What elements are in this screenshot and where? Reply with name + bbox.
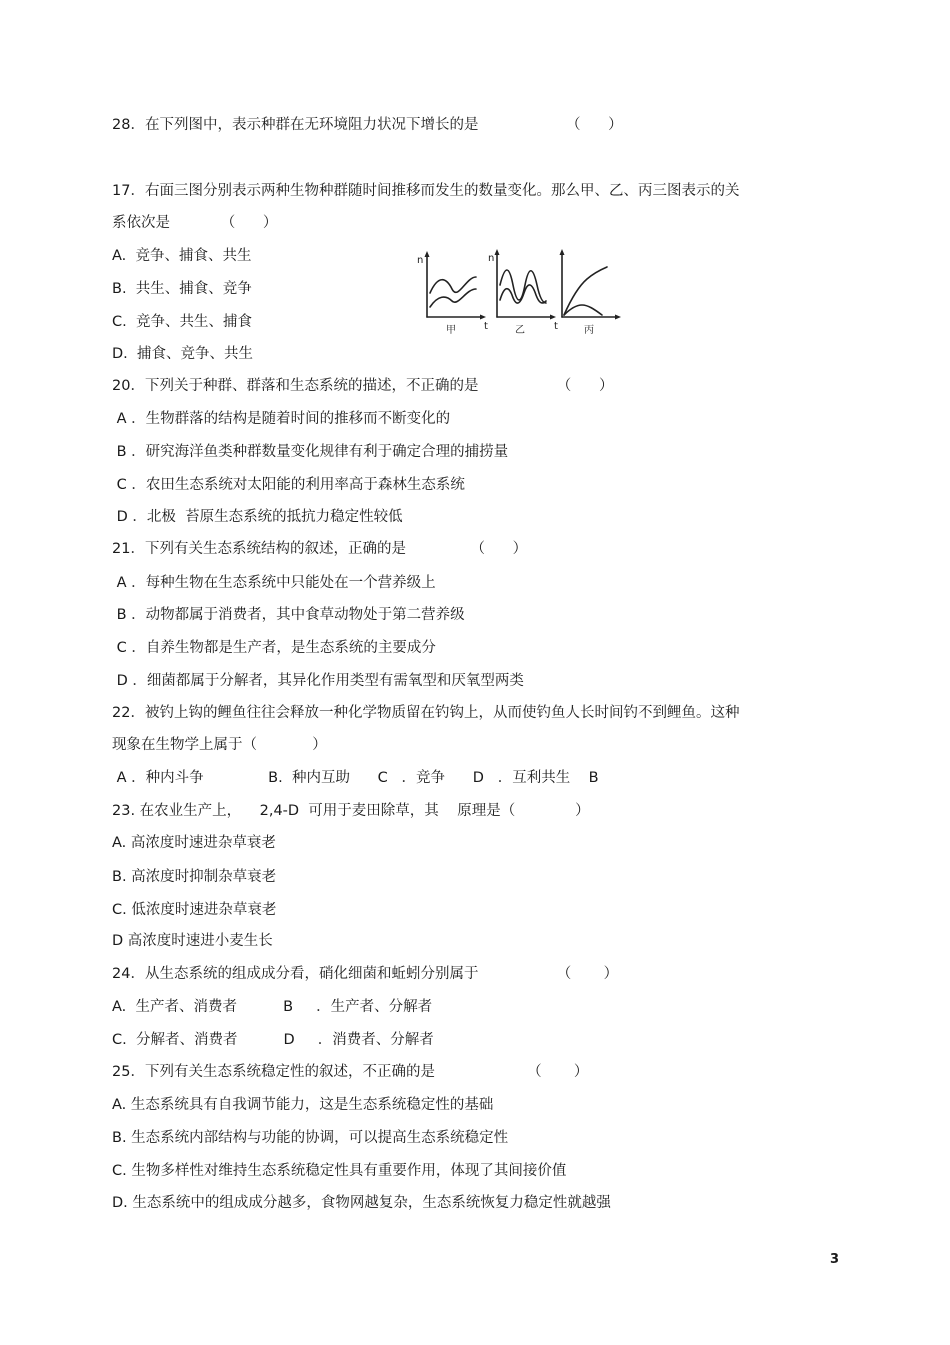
option-25-b: B. 生态系统内部结构与功能的协调，可以提高生态系统稳定性 (112, 1130, 509, 1146)
options-24-cd: C. 分解者、消费者 D ．消费者、分解者 (112, 1032, 434, 1048)
question-24: 24．从生态系统的组成成分看，硝化细菌和蚯蚓分别属于 （ ） (112, 966, 619, 982)
option-25-a: A. 生态系统具有自我调节能力，这是生态系统稳定性的基础 (112, 1097, 494, 1113)
question-22-stem-cont: 现象在生物学上属于（ ） (112, 737, 327, 753)
option-25-d: D. 生态系统中的组成成分越多，食物网越复杂，生态系统恢复力稳定性就越强 (112, 1195, 611, 1211)
panel-2-t-label: t (554, 321, 558, 332)
panel-1-t-label: t (484, 321, 488, 332)
panel-3-curve-a (564, 267, 607, 315)
page-number: 3 (830, 1252, 840, 1267)
option-23-b: B. 高浓度时抑制杂草衰老 (112, 869, 277, 885)
question-23: 23. 在农业生产上， 2,4-D 可用于麦田除草，其 原理是（ ） (112, 803, 590, 819)
option-17-a: A. 竞争、捕食、共生 (112, 248, 252, 264)
panel-2-x-arrow (550, 315, 556, 320)
panel-3-title: 丙 (584, 325, 594, 336)
option-21-b: B ．动物都属于消费者，其中食草动物处于第二营养级 (112, 607, 465, 623)
option-20-a: A ．生物群落的结构是随着时间的推移而不断变化的 (112, 411, 451, 427)
question-17-stem-cont: 系依次是 （ ） (112, 215, 278, 231)
option-17-c: C. 竞争、共生、捕食 (112, 314, 252, 330)
option-17-b: B. 共生、捕食、竞争 (112, 281, 252, 297)
options-22: A ．种内斗争 B. 种内互助 C ．竞争 D ．互利共生 B (112, 770, 599, 786)
panel-2-curve-a (500, 270, 546, 303)
option-20-d: D ．北极 苔原生态系统的抵抗力稳定性较低 (112, 509, 403, 525)
panel-1-n-label: n (417, 255, 424, 266)
option-23-d: D 高浓度时速进小麦生长 (112, 933, 273, 949)
option-21-d: D ．细菌都属于分解者，其异化作用类型有需氧型和厌氧型两类 (112, 673, 524, 689)
question-25: 25．下列有关生态系统稳定性的叙述，不正确的是 （ ） (112, 1064, 589, 1080)
panel-1-x-arrow (480, 315, 486, 320)
panel-3-y-arrow (560, 249, 565, 255)
option-23-a: A. 高浓度时速进杂草衰老 (112, 835, 276, 851)
options-24-ab: A. 生产者、消费者 B ．生产者、分解者 (112, 999, 433, 1015)
panel-2-n-label: n (488, 253, 495, 264)
option-25-c: C. 生物多样性对维持生态系统稳定性具有重要作用，体现了其间接价值 (112, 1163, 567, 1179)
panel-1-curve-a (430, 277, 476, 293)
panel-3-curve-b (564, 305, 602, 315)
question-28: 28．在下列图中，表示种群在无环境阻力状况下增长的是 （ ） (112, 117, 623, 133)
panel-2-title: 乙 (515, 325, 525, 336)
option-23-c: C. 低浓度时速进杂草衰老 (112, 902, 277, 918)
option-21-a: A ．每种生物在生态系统中只能处在一个营养级上 (112, 575, 436, 591)
panel-2-y-arrow (495, 249, 500, 255)
question-21: 21．下列有关生态系统结构的叙述，正确的是 （ ） (112, 541, 528, 557)
option-20-c: C ．农田生态系统对太阳能的利用率高于森林生态系统 (112, 477, 465, 493)
option-17-d: D. 捕食、竞争、共生 (112, 346, 253, 362)
option-21-c: C ．自养生物都是生产者，是生态系统的主要成分 (112, 640, 436, 656)
question-17-stem: 17．右面三图分别表示两种生物种群随时间推移而发生的数量变化。那么甲、乙、丙三图表示的关 (112, 183, 740, 199)
population-graphs-svg (412, 245, 627, 340)
question-20: 20．下列关于种群、群落和生态系统的描述，不正确的是 （ ） (112, 378, 614, 394)
option-20-b: B ．研究海洋鱼类种群数量变化规律有利于确定合理的捕捞量 (112, 444, 509, 460)
question-22-stem: 22．被钓上钩的鲤鱼往往会释放一种化学物质留在钓钩上，从而使钓鱼人长时间钓不到鲤鱼。这种 (112, 705, 740, 721)
panel-1-y-arrow (425, 251, 430, 257)
panel-1-title: 甲 (446, 325, 456, 336)
panel-3-x-arrow (615, 315, 621, 320)
population-graphs-figure (412, 245, 627, 340)
